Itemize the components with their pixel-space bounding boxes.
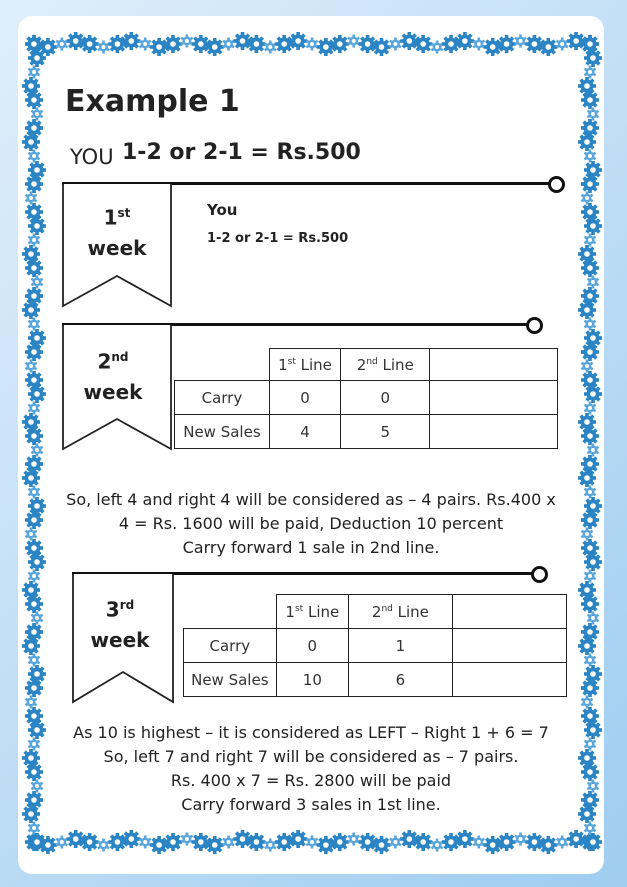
gear-icon (473, 836, 486, 849)
table-cell-empty (430, 415, 558, 449)
gear-icon (22, 469, 40, 487)
gear-icon (347, 833, 360, 846)
column-header: 1st Line (269, 349, 340, 381)
week1-timeline-end (548, 176, 565, 193)
row-label: New Sales (184, 663, 277, 697)
gear-icon (56, 836, 69, 849)
gear-icon (498, 833, 516, 851)
table-cell-empty (430, 349, 558, 381)
gear-icon (347, 35, 360, 48)
table-cell-empty (430, 381, 558, 415)
gear-icon (317, 836, 335, 854)
gear-icon (581, 203, 599, 221)
gear-icon (587, 612, 600, 625)
gear-icon (587, 276, 600, 289)
gear-icon (578, 469, 596, 487)
gear-icon (25, 623, 43, 641)
gear-icon (31, 108, 44, 121)
table-header-row (175, 349, 558, 381)
gear-icon (373, 38, 391, 56)
gear-icon (581, 371, 599, 389)
week1-name: You (207, 201, 238, 219)
gear-icon (181, 35, 194, 48)
gear-icon (28, 161, 46, 179)
gear-icon (584, 329, 602, 347)
gear-icon (25, 259, 43, 277)
gear-icon (431, 41, 444, 54)
table-cell-empty (452, 663, 566, 697)
gear-icon (28, 150, 41, 163)
gear-icon (514, 833, 527, 846)
gear-icon (25, 175, 43, 193)
gear-icon (289, 32, 307, 50)
gear-icon (584, 385, 602, 403)
gear-icon (581, 119, 599, 137)
gear-icon (28, 49, 46, 67)
gear-icon (81, 833, 99, 851)
gear-icon (234, 32, 252, 50)
gear-icon (567, 830, 585, 848)
gear-icon (264, 41, 277, 54)
week2-word: week (83, 379, 143, 404)
gear-icon (578, 637, 596, 655)
gear-icon (581, 427, 599, 445)
gear-icon (289, 830, 307, 848)
gear-icon (498, 35, 516, 53)
gear-icon (31, 612, 44, 625)
gear-icon (456, 830, 474, 848)
week3-sales-table (183, 594, 567, 697)
gear-icon (306, 38, 319, 51)
gear-icon (192, 833, 210, 851)
gear-icon (484, 38, 502, 56)
gear-icon (584, 49, 602, 67)
gear-icon (28, 234, 41, 247)
week3-timeline-end (531, 566, 548, 583)
gear-icon (28, 318, 41, 331)
gear-icon (25, 203, 43, 221)
gear-icon (584, 402, 597, 415)
gear-icon (359, 833, 377, 851)
week3-label (65, 590, 175, 655)
gear-icon (108, 833, 126, 851)
gear-icon (25, 192, 38, 205)
gear-icon (234, 830, 252, 848)
week2-explanation (18, 488, 604, 560)
gear-icon (164, 833, 182, 851)
gear-icon (22, 245, 40, 263)
gear-icon (22, 77, 40, 95)
gear-icon (581, 35, 599, 53)
gear-icon (456, 32, 474, 50)
gear-icon (359, 35, 377, 53)
table-cell: 1 (349, 629, 453, 663)
gear-icon (28, 654, 41, 667)
gear-icon (584, 318, 597, 331)
gear-icon (414, 35, 432, 53)
gear-icon (181, 833, 194, 846)
gear-icon (581, 343, 599, 361)
gear-icon (22, 301, 40, 319)
gear-icon (31, 444, 44, 457)
gear-icon (539, 38, 557, 56)
gear-icon (587, 108, 600, 121)
gear-icon (31, 276, 44, 289)
explanation-line: Rs. 400 x 7 = Rs. 2800 will be paid (170, 771, 452, 790)
gear-icon (473, 38, 486, 51)
row-label: Carry (184, 629, 277, 663)
week1-label (62, 198, 172, 263)
week3-ordinal: rd (119, 598, 135, 612)
gear-icon (578, 301, 596, 319)
table-cell-empty (452, 595, 566, 629)
gear-icon (264, 839, 277, 852)
gear-icon (97, 839, 110, 852)
gear-icon (578, 133, 596, 151)
week3-explanation (18, 721, 604, 817)
gear-icon (28, 402, 41, 415)
table-cell: 4 (269, 415, 340, 449)
gear-icon (192, 35, 210, 53)
table-cell: 0 (341, 381, 430, 415)
gear-icon (25, 119, 43, 137)
page-title: Example 1 (65, 84, 240, 119)
week1-word: week (87, 235, 147, 260)
gear-icon (25, 427, 43, 445)
column-header: 2nd Line (349, 595, 453, 629)
gear-icon (28, 385, 46, 403)
gear-icon (275, 833, 293, 851)
gear-icon (222, 38, 235, 51)
gear-icon (139, 836, 152, 849)
gear-icon (22, 133, 40, 151)
gear-icon (400, 830, 418, 848)
gear-icon (22, 413, 40, 431)
gear-icon (581, 595, 599, 613)
gear-icon (108, 35, 126, 53)
gear-icon (581, 623, 599, 641)
table-cell: 5 (341, 415, 430, 449)
week2-number: 2 (97, 349, 112, 374)
explanation-line: 4 = Rs. 1600 will be paid, Deduction 10 percent (118, 514, 504, 533)
gear-icon (584, 161, 602, 179)
gear-icon (150, 38, 168, 56)
gear-icon (67, 830, 85, 848)
gear-icon (581, 175, 599, 193)
gear-icon (22, 637, 40, 655)
gear-icon (556, 836, 569, 849)
gear-icon (584, 833, 602, 851)
row-label: New Sales (175, 415, 270, 449)
gear-icon (581, 455, 599, 473)
gear-icon (373, 836, 391, 854)
gear-icon (578, 245, 596, 263)
gear-icon (331, 35, 349, 53)
gear-icon (306, 836, 319, 849)
gear-icon (584, 66, 597, 79)
gear-icon (581, 192, 594, 205)
table-row (184, 663, 567, 697)
gear-icon (581, 360, 594, 373)
gear-icon (28, 665, 46, 683)
gear-icon (139, 38, 152, 51)
gear-icon (25, 35, 43, 53)
gear-icon (414, 833, 432, 851)
gear-icon (578, 77, 596, 95)
gear-icon (25, 343, 43, 361)
gear-icon (578, 581, 596, 599)
gear-icon (25, 595, 43, 613)
document-page (18, 16, 604, 874)
pair-formula: 1-2 or 2-1 = Rs.500 (122, 140, 361, 165)
gear-icon (581, 679, 599, 697)
row-label: Carry (175, 381, 270, 415)
table-cell: 0 (269, 381, 340, 415)
gear-icon (584, 234, 597, 247)
table-row (184, 629, 567, 663)
gear-icon (28, 822, 41, 835)
table-cell: 10 (276, 663, 348, 697)
gear-icon (567, 32, 585, 50)
gear-icon (584, 150, 597, 163)
explanation-line: Carry forward 1 sale in 2nd line. (182, 538, 440, 557)
gear-icon (28, 329, 46, 347)
gear-icon (584, 654, 597, 667)
gear-icon (525, 35, 543, 53)
gear-icon (442, 833, 460, 851)
gear-icon (587, 444, 600, 457)
gear-icon (206, 836, 224, 854)
table-cell: 0 (276, 629, 348, 663)
week1-ordinal: st (117, 206, 131, 220)
gear-icon (122, 32, 140, 50)
gear-icon (25, 360, 38, 373)
week2-label (58, 342, 168, 407)
gear-icon (317, 38, 335, 56)
gear-icon (56, 38, 69, 51)
gear-icon (484, 836, 502, 854)
explanation-line: So, left 7 and right 7 will be considered as – 7 pairs. (103, 747, 519, 766)
gear-icon (584, 665, 602, 683)
table-row (175, 381, 558, 415)
gear-icon (581, 696, 594, 709)
gear-icon (584, 822, 597, 835)
gear-icon (164, 35, 182, 53)
gear-icon (331, 833, 349, 851)
gear-icon (122, 830, 140, 848)
week1-number: 1 (103, 205, 118, 230)
gear-icon (67, 32, 85, 50)
gear-icon (28, 217, 46, 235)
table-header-row (184, 595, 567, 629)
gear-icon (28, 833, 46, 851)
gear-icon (25, 455, 43, 473)
gear-icon (28, 570, 41, 583)
week2-ordinal: nd (111, 350, 129, 364)
gear-icon (525, 833, 543, 851)
week2-timeline-end (526, 317, 543, 334)
gear-icon (581, 287, 599, 305)
week3-number: 3 (105, 597, 120, 622)
gear-icon (389, 836, 402, 849)
gear-icon (581, 91, 599, 109)
you-label: YOU (70, 145, 114, 169)
gear-icon (97, 41, 110, 54)
column-header: 2nd Line (341, 349, 430, 381)
explanation-line: So, left 4 and right 4 will be considered as – 4 pairs. Rs.400 x (66, 490, 556, 509)
gear-icon (442, 35, 460, 53)
gear-icon (25, 696, 38, 709)
gear-icon (25, 679, 43, 697)
column-header: 1st Line (276, 595, 348, 629)
gear-icon (584, 570, 597, 583)
gear-icon (431, 839, 444, 852)
week3-word: week (90, 627, 150, 652)
gear-icon (389, 38, 402, 51)
explanation-line: As 10 is highest – it is considered as LEFT – Right 1 + 6 = 7 (73, 723, 549, 742)
gear-icon (400, 32, 418, 50)
gear-icon (275, 35, 293, 53)
gear-icon (222, 836, 235, 849)
gear-icon (247, 833, 265, 851)
gear-icon (539, 836, 557, 854)
gear-icon (581, 259, 599, 277)
gear-icon (584, 217, 602, 235)
gear-icon (25, 91, 43, 109)
gear-icon (150, 836, 168, 854)
gear-icon (556, 38, 569, 51)
gear-icon (28, 66, 41, 79)
week1-formula: 1-2 or 2-1 = Rs.500 (207, 231, 349, 246)
week2-sales-table (174, 348, 558, 449)
table-cell-empty (452, 629, 566, 663)
gear-icon (25, 371, 43, 389)
table-cell: 6 (349, 663, 453, 697)
gear-icon (247, 35, 265, 53)
explanation-line: Carry forward 3 sales in 1st line. (181, 795, 441, 814)
gear-icon (514, 35, 527, 48)
gear-icon (578, 413, 596, 431)
gear-icon (25, 287, 43, 305)
gear-icon (206, 38, 224, 56)
gear-icon (81, 35, 99, 53)
gear-icon (22, 581, 40, 599)
table-row (175, 415, 558, 449)
